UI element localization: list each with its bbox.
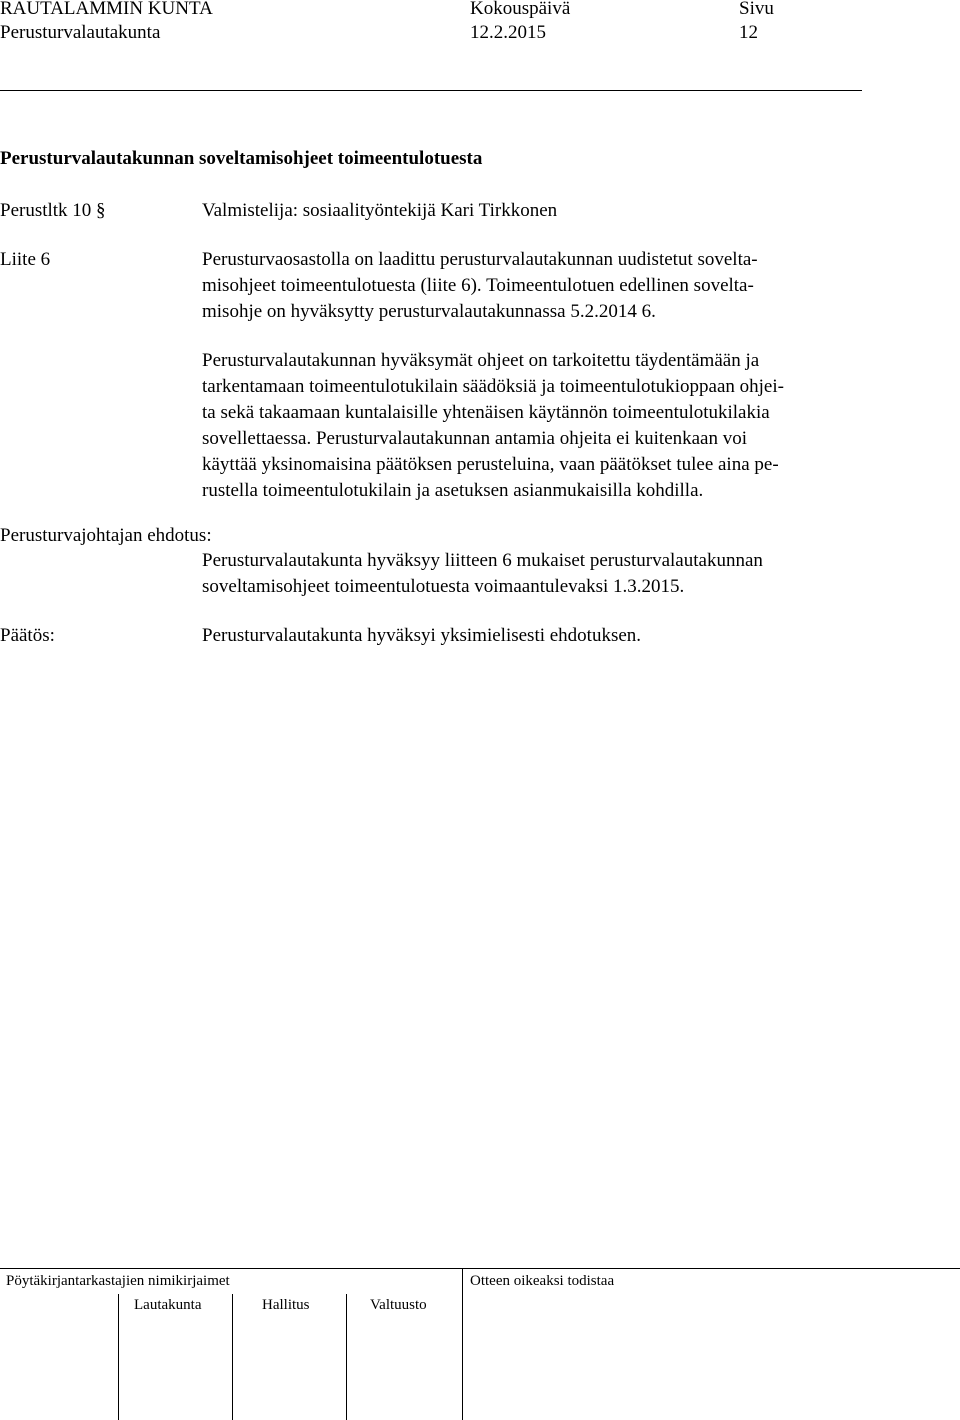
column-label-valtuusto: Valtuusto: [370, 1297, 427, 1313]
paragraph-line: ta sekä takaamaan kuntalaisille yhtenäisen käytännön toimeentulotukilakia: [202, 402, 770, 423]
signatures-label: Pöytäkirjantarkastajien nimikirjaimet: [6, 1273, 230, 1289]
proposal-label: Perusturvajohtajan ehdotus:: [0, 525, 212, 546]
section-reference: Perustltk 10 §: [0, 200, 106, 221]
footer-divider: [118, 1294, 119, 1420]
certified-label: Otteen oikeaksi todistaa: [470, 1273, 615, 1289]
meeting-date-label: Kokouspäivä: [470, 0, 571, 19]
page-label: Sivu: [739, 0, 774, 19]
paragraph-1: [202, 247, 862, 325]
column-label-lautakunta: Lautakunta: [134, 1297, 202, 1313]
paragraph-line: sovellettaessa. Perusturvalautakunnan antamia ohjeita ei kuitenkaan voi: [202, 428, 748, 449]
decision-label: Päätös:: [0, 625, 55, 646]
paragraph-line: Perusturvalautakunta hyväksyy liitteen 6 mukaiset perusturvalautakunnan: [202, 550, 763, 571]
paragraph-line: misohje on hyväksytty perusturvalautakunnassa 5.2.2014 6.: [202, 301, 656, 322]
proposal-text: [202, 548, 862, 600]
meeting-date: 12.2.2015: [470, 22, 546, 43]
footer-top-rule: [0, 1268, 960, 1269]
attachment-label: Liite 6: [0, 249, 51, 270]
signature-footer: [0, 1268, 960, 1420]
paragraph-line: tarkentamaan toimeentulotukilain säädöksiä ja toimeentulotukioppaan ohjei-: [202, 376, 784, 397]
page-number: 12: [739, 22, 758, 43]
preparer: Valmistelija: sosiaalityöntekijä Kari Tirkkonen: [202, 200, 558, 221]
paragraph-2: [202, 348, 862, 504]
paragraph-line: Perusturvaosastolla on laadittu perusturvalautakunnan uudistetut sovelta-: [202, 249, 758, 270]
org-name: RAUTALAMMIN KUNTA: [0, 0, 213, 19]
header-rule: [0, 90, 862, 91]
paragraph-line: rustella toimeentulotukilain ja asetuksen asianmukaisilla kohdilla.: [202, 480, 704, 501]
column-label-hallitus: Hallitus: [262, 1297, 310, 1313]
decision-text: Perusturvalautakunta hyväksyi yksimielisesti ehdotuksen.: [202, 625, 642, 646]
paragraph-line: käyttää yksinomaisina päätöksen perusteluina, vaan päätökset tulee aina pe-: [202, 454, 779, 475]
footer-divider: [462, 1268, 463, 1420]
footer-divider: [232, 1294, 233, 1420]
board-name: Perusturvalautakunta: [0, 22, 161, 43]
document-title: Perusturvalautakunnan soveltamisohjeet toimeentulotuesta: [0, 148, 483, 169]
footer-divider: [346, 1294, 347, 1420]
paragraph-line: misohjeet toimeentulotuesta (liite 6). Toimeentulotuen edellinen sovelta-: [202, 275, 754, 296]
paragraph-line: Perusturvalautakunnan hyväksymät ohjeet on tarkoitettu täydentämään ja: [202, 350, 760, 371]
paragraph-line: soveltamisohjeet toimeentulotuesta voimaantulevaksi 1.3.2015.: [202, 576, 685, 597]
